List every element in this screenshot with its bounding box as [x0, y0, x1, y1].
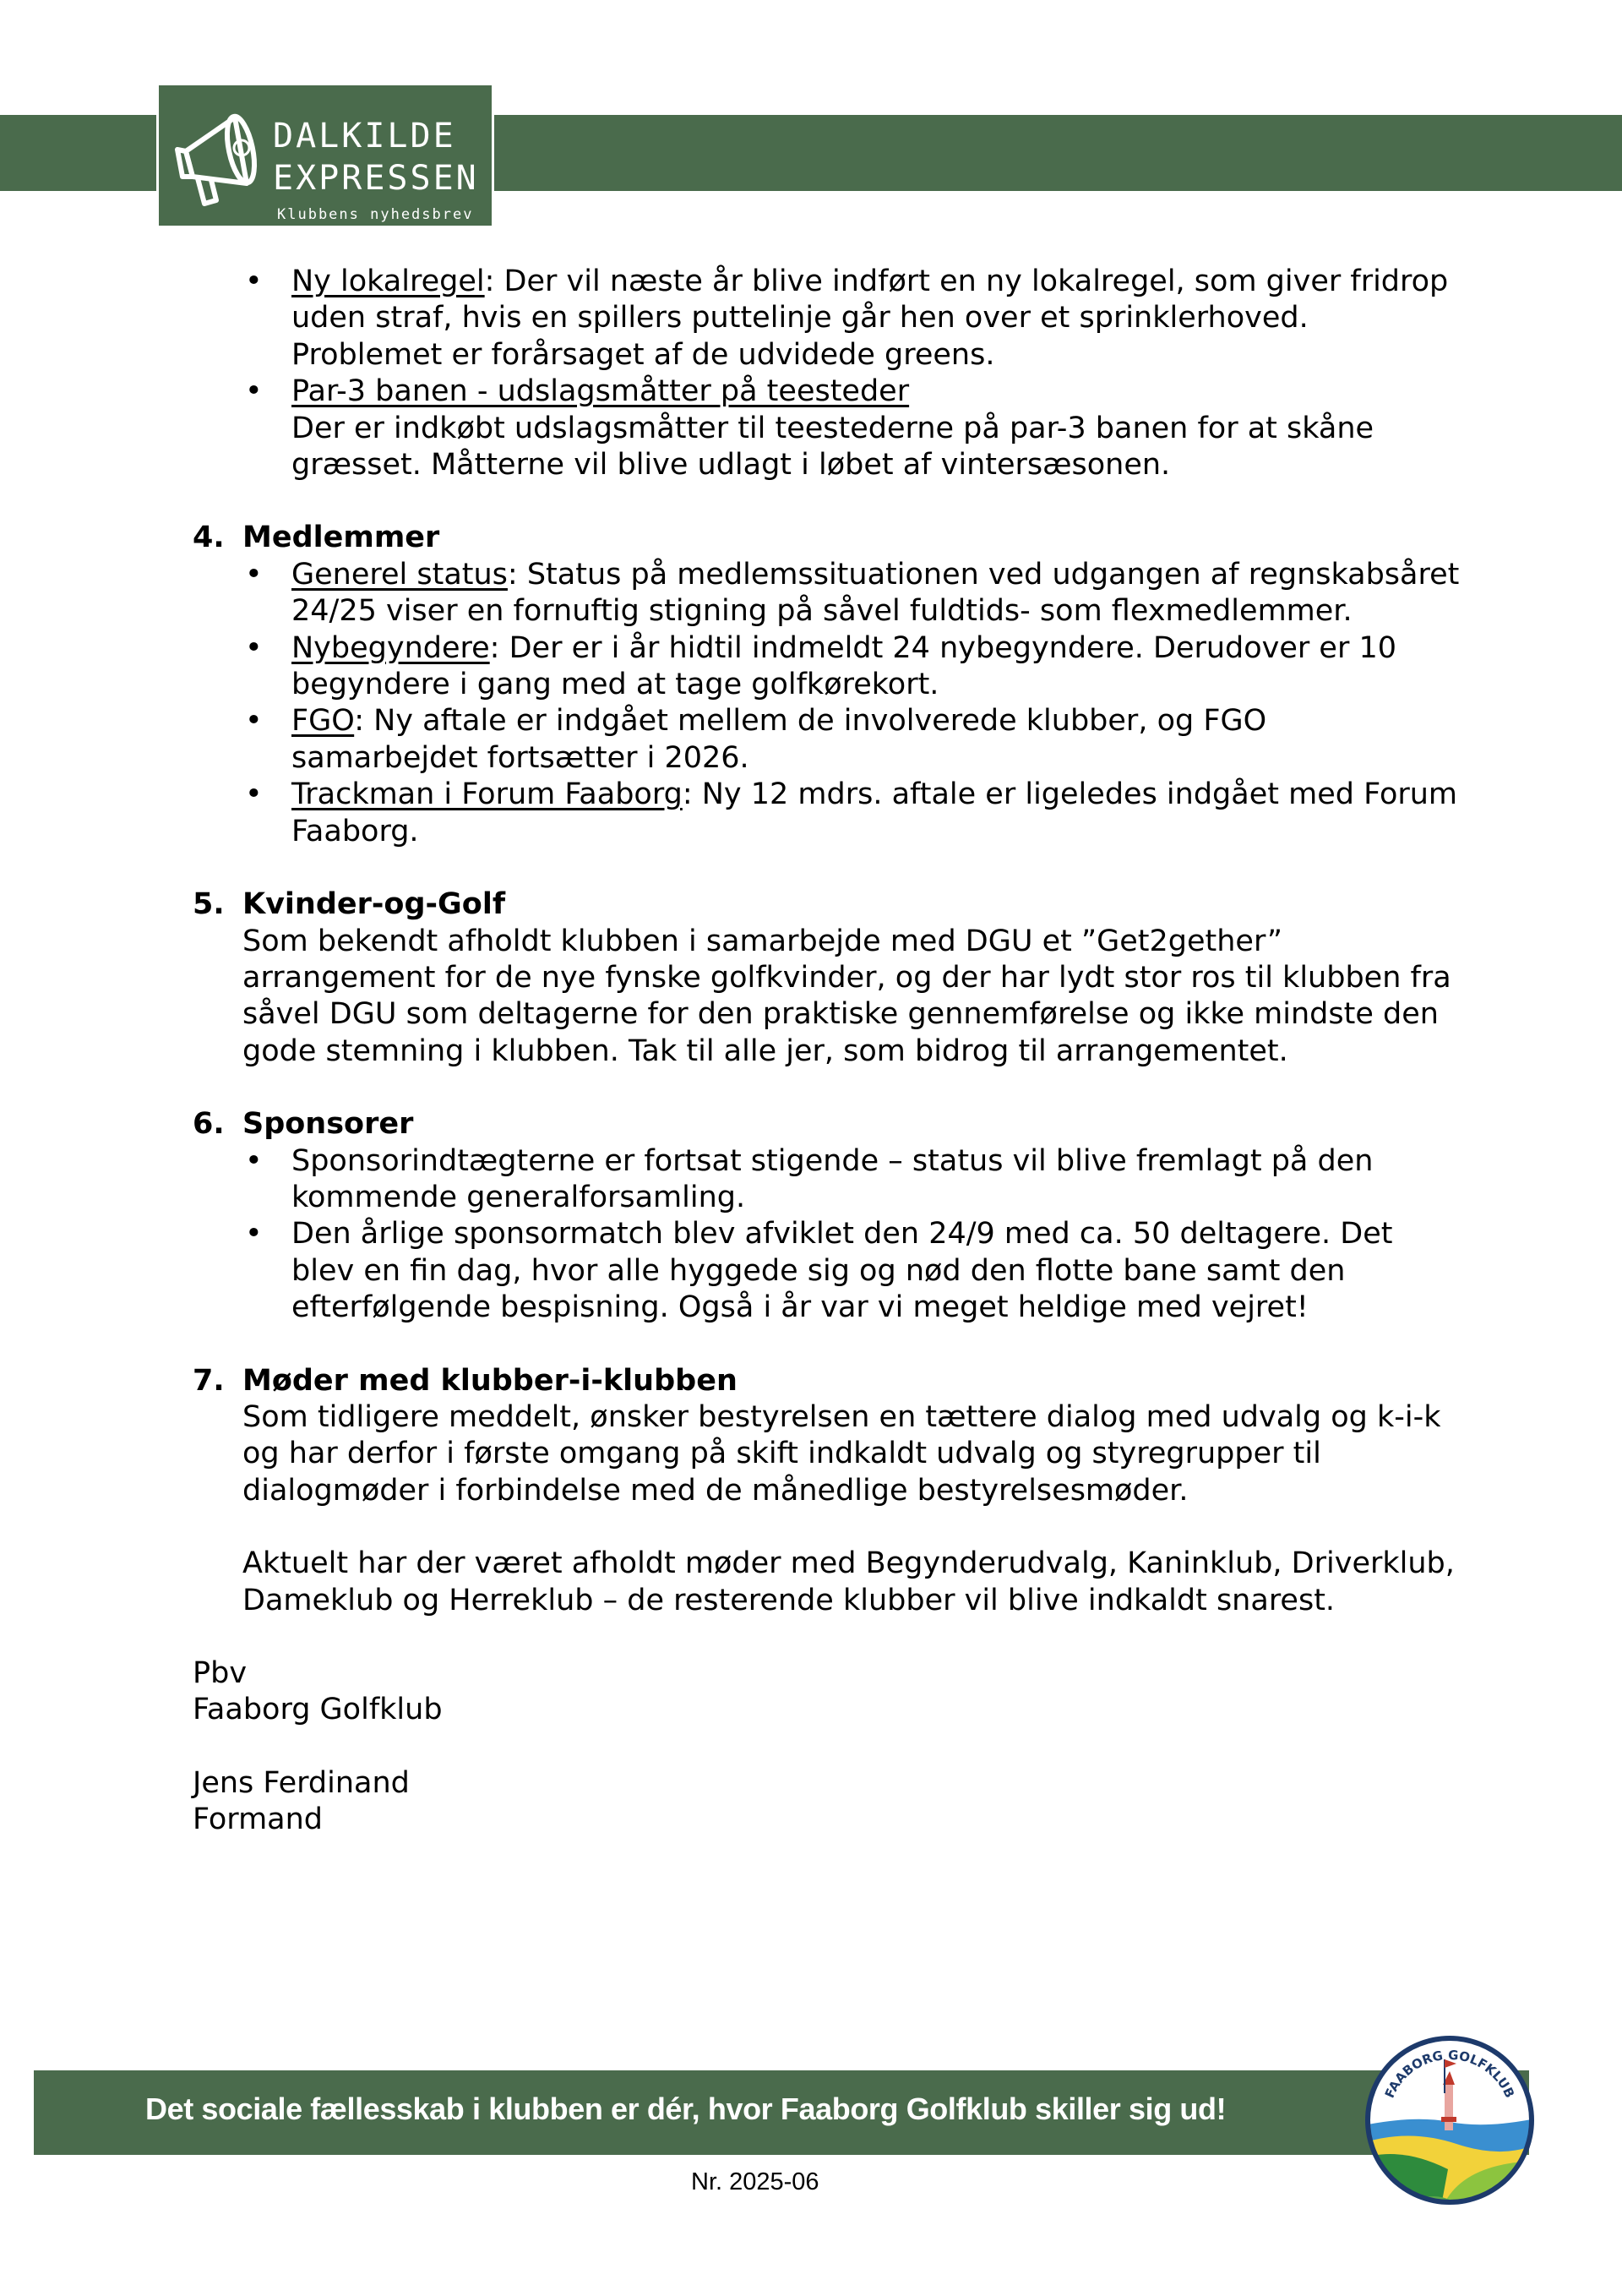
- section-sponsorer: [193, 1106, 1460, 1326]
- newsletter-body: [193, 264, 1460, 1839]
- section-number: 5.: [193, 887, 225, 922]
- list-item: [193, 374, 1460, 483]
- item-text: Ny aftale er indgået mellem de involverede klubber, og FGO samarbejdet fortsætter i 2026.: [291, 704, 1267, 775]
- list-item: • Generel status: Status på medlemssituationen ved udgangen af regnskabsåret 24/25 viser en fornuftig stigning på såvel fuldtids- som flexmedlemmer.: [193, 557, 1460, 630]
- signature-title: Formand: [193, 1802, 324, 1837]
- item-label: Ny lokalregel: [291, 265, 485, 298]
- item-text: Ny 12 mdrs. aftale er ligeledes indgået med Forum Faaborg.: [291, 777, 1458, 848]
- logo-title-line2: EXPRESSEN: [273, 159, 479, 198]
- section-moeder: [193, 1363, 1460, 1619]
- item-label: Generel status: [291, 557, 508, 592]
- footer-slogan: Det sociale fællesskab i klubben er dér, hvor Faaborg Golfklub skiller sig ud!: [145, 2091, 1227, 2126]
- item-text: Der vil næste år blive indført en ny lokalregel, som giver fridrop uden straf, hvis en spillers puttelinje går hen over et sprinklerhoved. Problemet er forårsaget af de udvidede greens.: [291, 265, 1449, 372]
- section-text: Aktuelt har der været afholdt møder med Begynderudvalg, Kaninklub, Driverklub, Dameklub og Herreklub – de resterende klubber vil blive indkaldt snarest.: [242, 1546, 1455, 1617]
- section-number: 6.: [193, 1107, 225, 1142]
- signature-line: Faaborg Golfklub: [193, 1693, 443, 1727]
- logo-badge-text: FAABORG GOLFKLUB: [1381, 2047, 1518, 2101]
- list-item: • Den årlige sponsormatch blev afviklet den 24/9 med ca. 50 deltagere. Det blev en fin dag, hvor alle hyggede sig og nød den flotte bane samt den efterfølgende bespisning. Også i år var vi meget heldige med vejret!: [193, 1216, 1460, 1326]
- section-title: Medlemmer: [242, 521, 440, 555]
- section-title: Sponsorer: [242, 1107, 414, 1142]
- faaborg-golfklub-logo: [1363, 2034, 1536, 2206]
- item-label: Par-3 banen - udslagsmåtter på teesteder: [291, 374, 910, 409]
- list-item: • Ny lokalregel: Der vil næste år blive indført en ny lokalregel, som giver fridrop uden straf, hvis en spillers puttelinje går hen over et sprinklerhoved. Problemet er forårsaget af de udvidede greens.: [193, 264, 1460, 374]
- section-number: 4.: [193, 521, 225, 555]
- item-label: Trackman i Forum Faaborg: [291, 777, 683, 812]
- section-kvinder-og-golf: [193, 886, 1460, 1070]
- section-title: Kvinder-og-Golf: [242, 887, 506, 922]
- list-item: • Nybegyndere: Der er i år hidtil indmeldt 24 nybegyndere. Derudover er 10 begyndere i gang med at tage golfkørekort.: [193, 630, 1460, 704]
- section-medlemmer: [193, 520, 1460, 850]
- issue-number: Nr. 2025-06: [691, 2168, 819, 2195]
- list-item: • Sponsorindtægterne er fortsat stigende – status vil blive fremlagt på den kommende generalforsamling.: [193, 1143, 1460, 1217]
- megaphone-icon: [169, 99, 270, 209]
- signature-name: Jens Ferdinand: [193, 1765, 410, 1800]
- signature-line: Pbv: [193, 1656, 248, 1690]
- item-text: Status på medlemssituationen ved udgangen af regnskabsåret 24/25 viser en fornuftig stigning på såvel fuldtids- som flexmedlemmer.: [291, 557, 1460, 629]
- intro-list: [193, 264, 1460, 483]
- item-label: Nybegyndere: [291, 630, 490, 665]
- list-item: • Trackman i Forum Faaborg: Ny 12 mdrs. aftale er ligeledes indgået med Forum Faaborg.: [193, 777, 1460, 850]
- section-text: Som tidligere meddelt, ønsker bestyrelsen en tættere dialog med udvalg og k-i-k og har derfor i første omgang på skift indkaldt udvalg og styregrupper til dialogmøder i forbindelse med de månedlige bestyrelsesmøder.: [242, 1399, 1441, 1508]
- list-item: • FGO: Ny aftale er indgået mellem de involverede klubber, og FGO samarbejdet fortsætter i 2026.: [193, 703, 1460, 777]
- newsletter-logo: [156, 83, 494, 228]
- logo-title-line1: DALKILDE: [273, 117, 456, 155]
- item-label: FGO: [291, 704, 355, 739]
- item-text: Der er indkøbt udslagsmåtter til teestederne på par-3 banen for at skåne græsset. Måtterne vil blive udlagt i løbet af vintersæsonen.: [291, 411, 1374, 483]
- signature-block: [193, 1655, 1460, 1839]
- item-text: Der er i år hidtil indmeldt 24 nybegyndere. Derudover er 10 begyndere i gang med at tage golfkørekort.: [291, 630, 1397, 702]
- logo-subtitle: Klubbens nyhedsbrev: [277, 206, 474, 223]
- section-title: Møder med klubber-i-klubben: [242, 1363, 738, 1398]
- section-number: 7.: [193, 1363, 225, 1398]
- section-text: Som bekendt afholdt klubben i samarbejde med DGU et ”Get2gether” arrangement for de nye fynske golfkvinder, og der har lydt stor ros til klubben fra såvel DGU som deltagerne for den praktiske gennemførelse og ikke mindste den gode stemning i klubben. Tak til alle jer, som bidrog til arrangementet.: [242, 924, 1451, 1068]
